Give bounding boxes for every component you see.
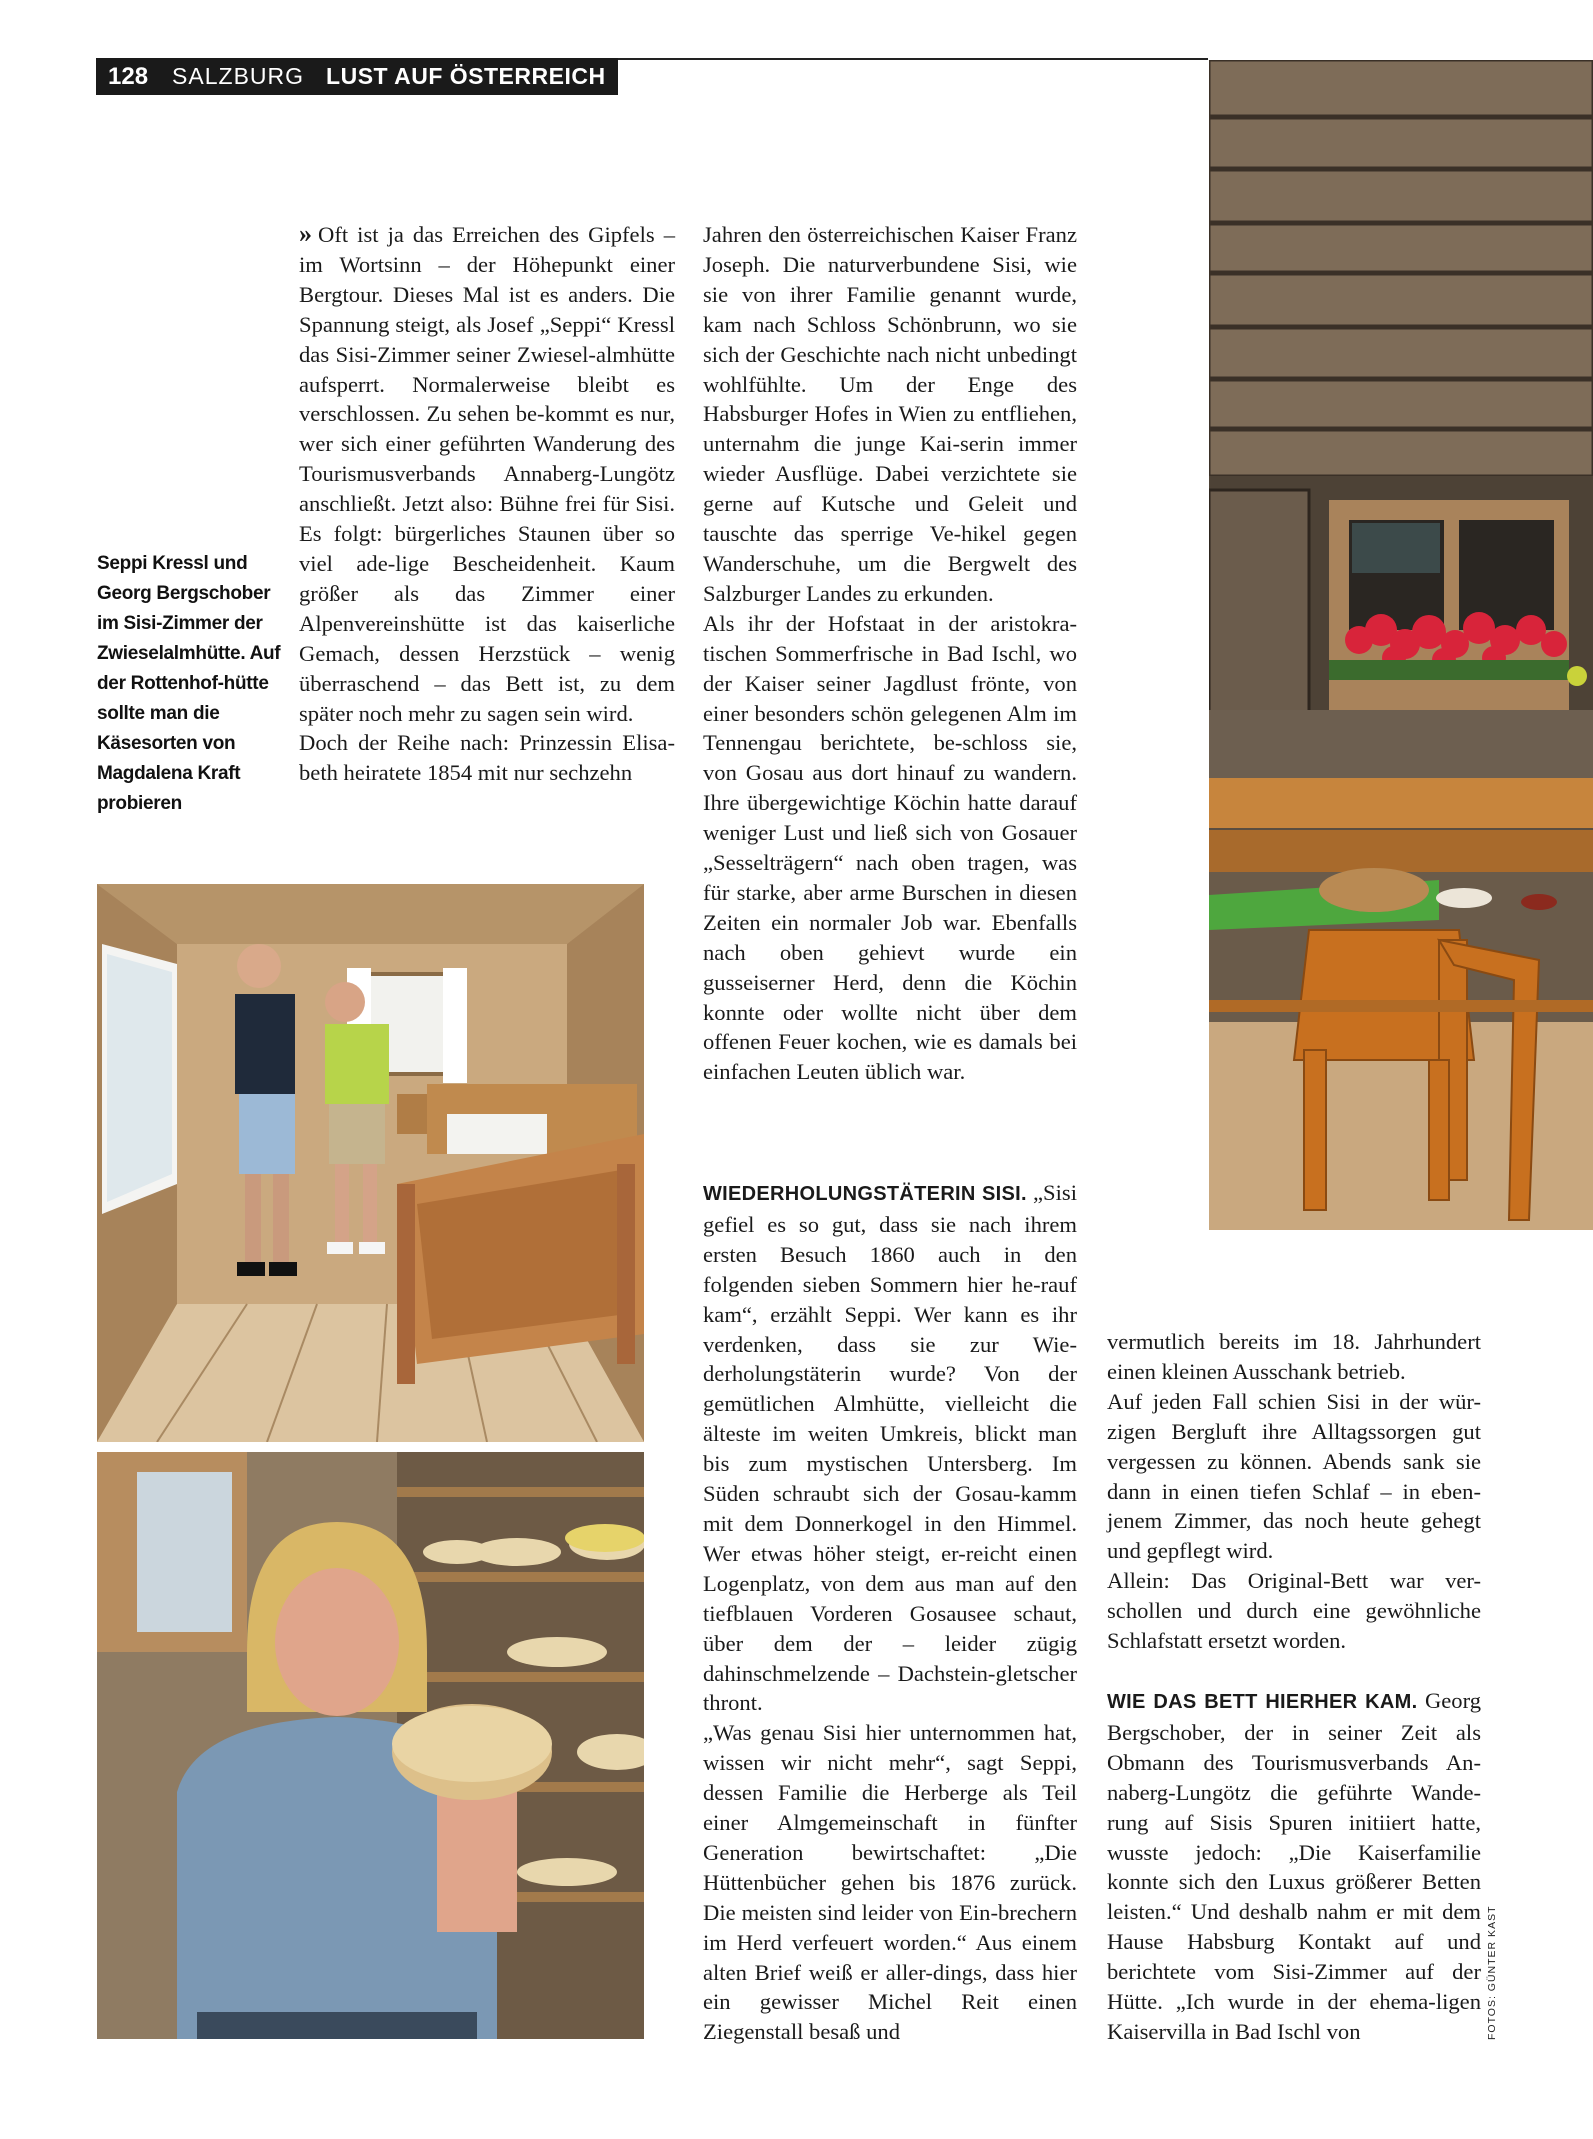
page-number: 128 — [108, 62, 149, 90]
paragraph: Auf jeden Fall schien Sisi in der wür-zigen Bergluft ihre Alltagssorgen gut vergessen zu können. Abends sank sie dann in einen tiefen Schlaf – in eben-jenem Zimmer, das noch heute gehegt und gepflegt wird. — [1107, 1388, 1481, 1564]
article-column-2-top — [703, 220, 1077, 1087]
article-column-3 — [1107, 1327, 1481, 2047]
photo-sisi-room — [97, 884, 644, 1442]
intro-text: Oft ist ja das Erreichen des Gipfels – im Wortsinn – der Höhepunkt einer Bergtour. Dieses Mal ist es anders. Die Spannung steigt, als Josef „Seppi“ Kressl das Sisi-Zimmer seiner Zwiesel-almhütte aufsperrt. Normalerweise bleibt es verschlossen. Zu sehen be-kommt es nur, wer sich einer geführten Wanderung des Tourismusverbands Annaberg-Lungötz anschließt. Jetzt also: Bühne frei für Sisi. Es folgt: bürgerliches Staunen über so viel ade-lige Bescheidenheit. Kaum größer als das Zimmer einer Alpenvereinshütte ist das kaiserliche Gemach, dessen Herzstück – wenig überraschend – das Bett ist, zu dem später noch mehr zu sagen sein wird. — [299, 222, 675, 726]
paragraph: Als ihr der Hofstaat in der aristokra-tischen Sommerfrische in Bad Ischl, wo der Kaiser seiner Jagdlust frönte, von einer besonders schön gelegenen Alm im Tennengau berichtete, be-schloss sie, von Gosau aus dort hinauf zu wandern. Ihre übergewichtige Köchin hatte darauf weniger Lust und ließ sich von Gosauer „Sesselträgern“ nach oben tragen, was für starke, aber arme Burschen in diesen Zeiten ein normaler Job war. Ebenfalls nach oben gehievt wurde ein gusseiserner Herd, denn die Köchin konnte oder wollte nicht über dem offenen Feuer kochen, wie es damals bei einfachen Leuten üblich war. — [703, 610, 1077, 1085]
article-column-2-bottom — [703, 1178, 1077, 2047]
paragraph: vermutlich bereits im 18. Jahrhundert einen kleinen Ausschank betrieb. — [1107, 1329, 1481, 1384]
subhead: WIE DAS BETT HIERHER KAM. — [1107, 1690, 1418, 1713]
article-column-1 — [299, 220, 675, 788]
paragraph-text: Georg Bergschober, der in seiner Zeit als Obmann des Tourismusverbands An-naberg-Lungötz die geführte Wande-rung auf Sisis Spuren initiiert hatte, wusste jedoch: „Die Kaiserfamilie konnte sich den Luxus größerer Betten leisten.“ Und deshalb nahm er mit dem Hause Habsburg Kontakt auf und berichtete vom Sisi-Zimmer auf der Hütte. „Ich wurde in der ehema-ligen Kaiservilla in Bad Ischl von — [1107, 1687, 1481, 2044]
paragraph: Jahren den österreichischen Kaiser Franz Joseph. Die naturverbundene Sisi, wie sie von ihrer Familie genannt wurde, kam nach Schloss Schönbrunn, wo sie sich der Geschichte nach nicht unbedingt wohlfühlte. Um der Enge des Habsburger Hofes in Wien zu entfliehen, unternahm die junge Kai-serin immer wieder Ausflüge. Dabei verzichtete sie gerne auf Kutsche und Geleit und tauschte das sperrige Ve-hikel gegen Wanderschuhe, um die Bergwelt des Salzburger Landes zu erkunden. — [703, 222, 1077, 606]
subhead: WIEDERHOLUNGSTÄTERIN SISI. — [703, 1183, 1027, 1205]
page-header — [96, 58, 618, 95]
lead-marker: » — [299, 219, 312, 248]
photo-caption: Seppi Kressl und Georg Bergschober im Sisi-Zimmer der Zwieselalmhütte. Auf der Rottenhof-hütte sollte man die Käsesorten von Magdalena Kraft probieren — [97, 553, 281, 814]
topic-label: LUST AUF ÖSTERREICH — [326, 63, 606, 89]
photo-credit: FOTOS: GÜNTER KAST — [1486, 1905, 1498, 2040]
paragraph: „Was genau Sisi hier unternommen hat, wissen wir nicht mehr“, sagt Seppi, dessen Familie die Herberge als Teil einer Almgemeinschaft in fünfter Generation bewirtschaftet: „Die Hüttenbücher gehen bis 1876 zurück. Die meisten sind leider von Ein-brechern im Herd verfeuert worden.“ Aus einem alten Brief weiß er aller-dings, dass hier ein gewisser Michel Reit einen Ziegenstall besaß und — [703, 1720, 1077, 2045]
paragraph-with-subhead — [703, 1178, 1077, 1718]
paragraph: Doch der Reihe nach: Prinzessin Elisa-beth heiratete 1854 mit nur sechzehn — [299, 730, 675, 786]
paragraph-text: „Sisi gefiel es so gut, dass sie nach ihrem ersten Besuch 1860 auch in den folgenden sieben Sommern hier he-rauf kam“, erzählt Seppi. Wer kann es ihr verdenken, dass sie zur Wie-derholungstäterin wurde? Von der gemütlichen Almhütte, vielleicht die älteste im weiten Umkreis, blickt man bis zum mystischen Untersberg. Im Süden schraubt sich der Gosau-kamm mit dem Donnerkogel in den Himmel. Wer etwas höher steigt, er-reicht einen Logenplatz, von dem aus man auf den tiefblauen Vorderen Gosausee schaut, über dem der – leider zügig dahinschmelzende – Dachstein-gletscher thront. — [703, 1180, 1077, 1716]
photo-cheese-cellar — [97, 1452, 644, 2039]
paragraph: Allein: Das Original-Bett war ver-schollen und durch eine gewöhnliche Schlafstatt ersetzt worden. — [1107, 1568, 1481, 1654]
photo-hut-facade — [1209, 60, 1593, 1230]
section-label: SALZBURG — [172, 63, 305, 89]
paragraph-with-subhead — [1107, 1686, 1481, 2047]
paragraph-intro — [299, 220, 675, 728]
